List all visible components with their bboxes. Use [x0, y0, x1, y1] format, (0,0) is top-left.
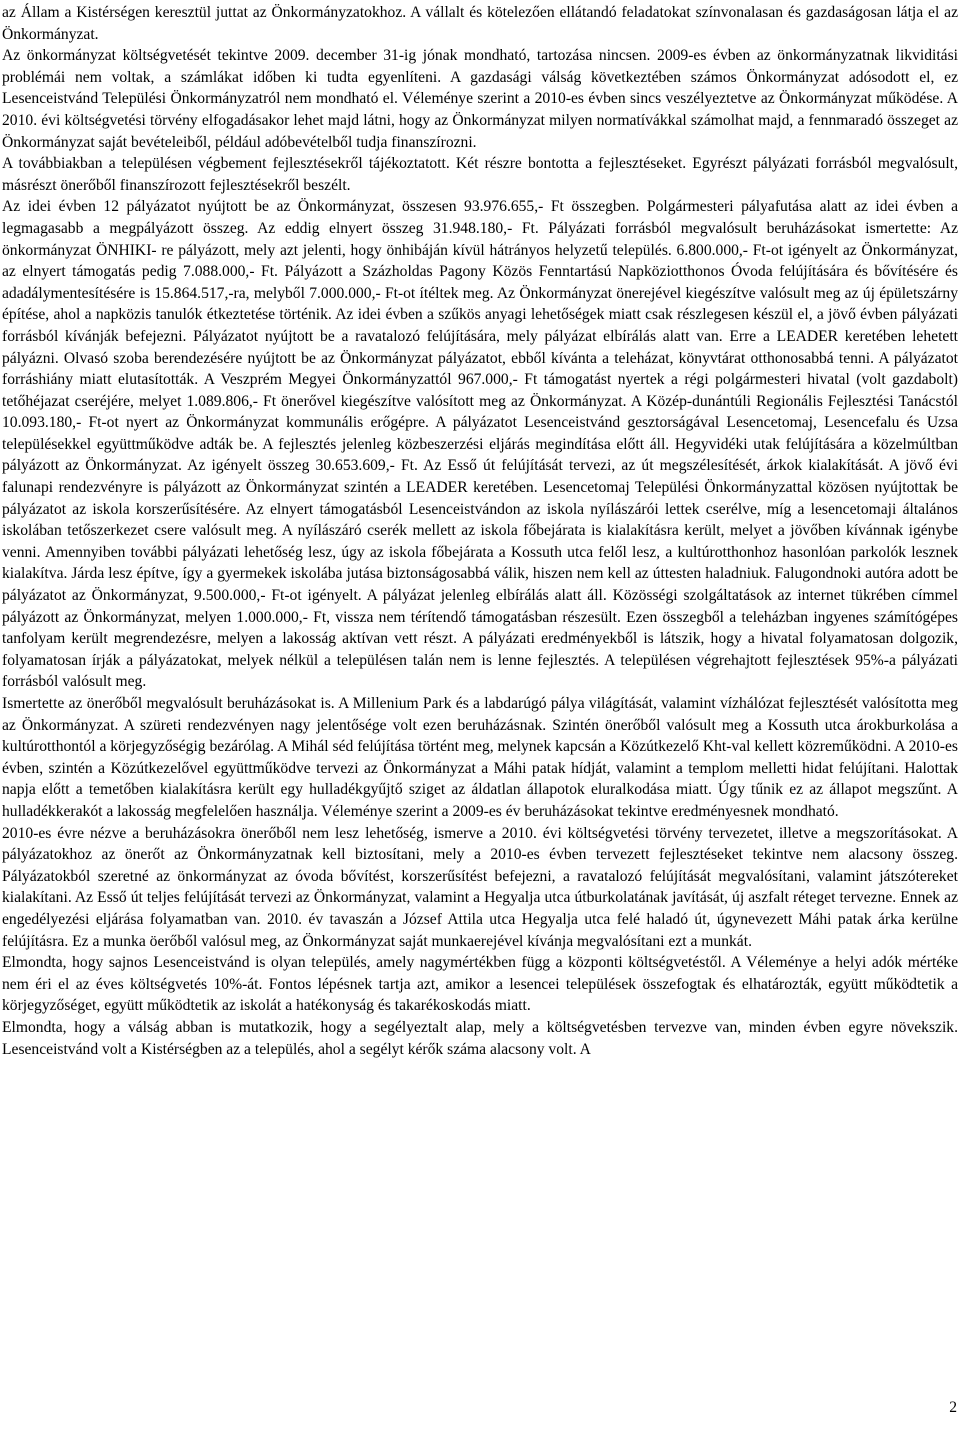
- paragraph-budget: Az önkormányzat költségvetését tekintve 2009. december 31-ig jónak mondható, tartozása nincsen. 2009-es évben az önkormányzatnak likviditási problémái nem voltak, a számlákat időben ki tudta egyenlíteni. A gazdasági válság következtében számos Önkormányzat adósodott el, ez Lesenceistvánd Települési Önkormányzatról nem mondható el. Véleménye szerint a 2010-es évben sincs veszélyeztetve az Önkormányzat működése. A 2010. évi költségvetési törvény elfogadásakor lehet majd látni, hogy az Önkormányzat milyen normatívákkal számolhat majd, a fennmaradó összeget az Önkormányzat saját bevételeiből, például adóbevételből tudja finanszírozni.: [2, 47, 958, 151]
- paragraph-applications: Az idei évben 12 pályázatot nyújtott be az Önkormányzat, összesen 93.976.655,- Ft összegben. Polgármesteri pályafutása alatt az idei évben a legmagasabb a megpályázott összeg. Az eddig elnyert összeg 31.948.180,- Ft. Pályázati forrásból megvalósult beruházásokat ismertette: Az önkormányzat ÖNHIKI- re pályázott, mely azt jelenti, hogy önhibáján kívül hátrányos helyzetű település. 6.800.000,- Ft-ot igényelt az Önkormányzat, az elnyert támogatás pedig 7.088.000,- Ft. Pályázott a Százholdas Pagony Közös Fenntartású Napköziotthonos Óvoda felújítására és bővítésére és adadálymentesítésére is 15.864.517,-ra, melyből 7.000.000,- Ft-ot ítéltek meg. Az Önkormányzat önerejével kiegészítve valósult meg az új épületszárny építése, ahol a napközis tanulók étkeztetése történik. Az idei évben a szűkös anyagi lehetőségek miatt csak részlegesen készül el, a jövő évben pályázati forrásból kívánják befejezni. Pályázatot nyújtott be a ravatalozó felújítására, mely pályázat elbírálás alatt van. Erre a LEADER keretében lehetett pályázni. Olvasó szoba berendezésére nyújtott be az Önkormányzat pályázatot, ebből kívánta a teleházat, könyvtárat otthonosabbá tenni. A pályázatot forráshiány miatt elutasították. A Veszprém Megyei Önkormányzattól 967.000,- Ft támogatást nyertek a régi polgármesteri hivatal (volt gazdabolt) tetőhéjazat cseréjére, melyet 1.089.806,- Ft önerővel kiegészítve valósított meg az Önkormányzat. A Közép-dunántúli Regionális Fejlesztési Tanácstól 10.093.180,- Ft-ot nyert az Önkormányzat kommunális erőgépre. A pályázatot Lesenceistvánd gesztorságával Lesencetomaj, Lesencefalu és Uzsa településekkel együttműködve adták be. A fejlesztés jelenleg közbeszerzési eljárás megindítása előtt áll. Hegyvidéki utak felújítására a közelmúltban pályázott az Önkormányzat. Az igényelt összeg 30.653.609,- Ft. Az Esső út felújítását tervezi, az út megszélesítését, árkok kialakítását. A jövő évi falunapi rendezvényre is pályázott az Önkormányzat szintén a LEADER keretében. Lesencetomaj Települési Önkormányzattal közösen nyújtottak be pályázatot az iskola korszerűsítésére. Az elnyert támogatásból Lesenceistvándon az iskola nyílászárói lettek cserélve, míg a lesencetomaji általános iskolában tetőszerkezet csere valósult meg. A nyílászáró cserék mellett az iskola főbejárata is kialakításra került, melyet a jövőben kívánnak igénybe venni. Amennyiben további pályázati lehetőség lesz, úgy az iskola főbejárata a Kossuth utca felől lesz, a kultúrotthonhoz hasonlóan parkolók lesznek kialakítva. Járda lesz építve, így a gyermekek iskolába jutása biztonságosabbá válik, hiszen nem kell az úttesten haladniuk. Falugondnoki autóra adott be pályázatot az Önkormányzat, 9.500.000,- Ft-ot igényelt. A pályázat jelenleg elbírálás alatt áll. Közösségi szolgáltatások az internet tükrében címmel pályázott az Önkormányzat, melyen 1.000.000,- Ft, vissza nem térítendő támogatásban részesült. Ezen összegből a teleházban ingyenes számítógépes tanfolyam került megrendezésre, melyen a lakosság aktívan vett részt. A pályázati eredményekből is látszik, hogy a hivatal folyamatosan dolgozik, folyamatosan írják a pályázatokat, melyek nélkül a településen talán nem is lenne fejlesztés. A településen végrehajtott fejlesztések 95%-a pályázati forrásból valósult meg.: [2, 198, 958, 691]
- paragraph-own-investments: Ismertette az önerőből megvalósult beruházásokat is. A Millenium Park és a labdarúgó pálya világítását, valamint vízhálózat fejlesztését valósította meg az Önkormányzat. A szüreti rendezvényen nagy jelentősége volt ezen beruházásnak. Szintén önerőből valósult meg a Kossuth utca árokburkolása a kultúrotthontól a körjegyzőségig bezárólag. A Mihál séd felújítása történt meg, melynek kapcsán a Közútkezelő Kht-val kellett közreműködni. A 2010-es évben, szintén a Közútkezelővel együttműködve tervezi az Önkormányzat a Máhi patak hídját, valamint a templom melletti hidat felújítani. Halottak napja előtt a temetőben kialakításra került egy hulladékgyűjtő sziget az áldatlan állapotok eluralkodása miatt. Úgy tűnik ez az állapot megszűnt. A hulladékkerakót a lakosság megfelelően használja. Véleménye szerint a 2009-es év beruházásokat tekintve eredményesnek mondható.: [2, 695, 958, 820]
- paragraph-central-budget: Elmondta, hogy sajnos Lesenceistvánd is olyan település, amely nagymértékben függ a központi költségvetéstől. A Véleménye a helyi adók mértéke nem éri el az éves költségvetés 10%-át. Fontos lépésnek tartja azt, amikor a lesencei települések összefogtak és elhatározták, együtt működtetik a körjegyzőséget, együtt működtetik az iskolát a hatékonyság és takarékoskodás miatt.: [2, 954, 958, 1015]
- document-page: [2, 2, 958, 1060]
- paragraph-plans-2010: 2010-es évre nézve a beruházásokra önerőből nem lesz lehetőség, ismerve a 2010. évi költségvetési törvény tervezetet, illetve a megszorításokat. A pályázatokhoz az önerőt az Önkormányzatnak kell biztosítani, mely a 2010-es évben tervezett fejlesztéseket tekintve nem alacsony összeg. Pályázatokból szeretné az önkormányzat az óvoda bővítést, korszerűsítést befejezni, a ravatalozó felújítását megvalósítani, valamint játszótereket kialakítani. Az Esső út teljes felújítását tervezi az Önkormányzat, valamint a Hegyalja utca útburkolatának javítását, új aszfalt réteget tervezne. Ennek az engedélyezési eljárása folyamatban van. 2010. év tavaszán a József Attila utca Hegyalja utca felé haladó út, úgynevezett Máhi patak árka kerülne felújításra. Ez a munka öerőből valósul meg, az Önkormányzat saját munkaerejével kívánja megvalósítani ezt a munkát.: [2, 824, 958, 950]
- paragraph-crisis: Elmondta, hogy a válság abban is mutatkozik, hogy a segélyeztalt alap, mely a költségvetésben tervezve van, minden évben egyre növekszik. Lesenceistvánd volt a Kistérségben az a település, ahol a segélyt kérők száma alacsony volt. A: [2, 1018, 958, 1058]
- paragraph-intro: az Állam a Kistérségen keresztül juttat az Önkormányzatokhoz. A vállalt és kötelezően ellátandó feladatokat színvonalasan és gazdaságosan látja el az Önkormányzat.: [2, 4, 958, 43]
- paragraph-developments: A továbbiakban a településen végbement fejlesztésekről tájékoztatott. Két részre bontotta a fejlesztéseket. Egyrészt pályázati forrásból megvalósult, másrészt önerőből finanszírozott fejlesztésekről beszélt.: [2, 155, 958, 194]
- page-number: 2: [949, 1399, 957, 1416]
